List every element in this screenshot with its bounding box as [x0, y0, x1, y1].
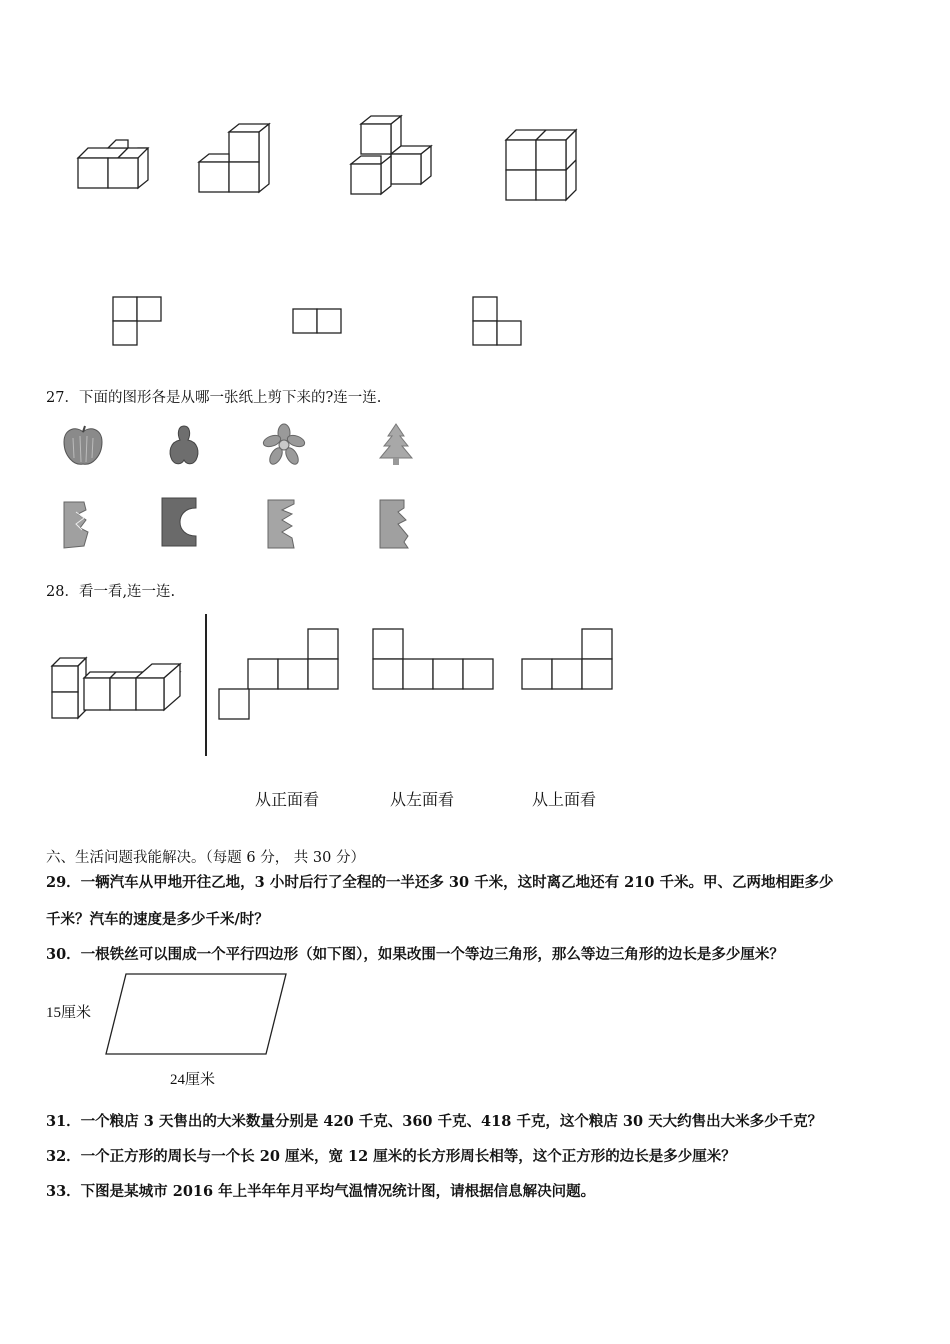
- label-left-view: 从左面看: [390, 790, 455, 809]
- view-shape-1: [112, 296, 164, 348]
- question-33: 33．下图是某城市 2016 年上半年年月平均气温情况统计图，请根据信息解决问题。: [46, 1183, 596, 1200]
- cube-figure-2: [197, 122, 277, 196]
- question-30: 30．一根铁丝可以围成一个平行四边形（如下图），如果改围一个等边三角形，那么等边三角形的边长是多少厘米？: [46, 946, 784, 963]
- question-27: 27．下面的图形各是从哪一张纸上剪下来的?连一连.: [46, 390, 382, 406]
- parallelogram-base-label: 24厘米: [170, 1072, 216, 1088]
- view-option-l-shape: [372, 628, 496, 692]
- parallelogram-figure: [104, 972, 290, 1058]
- paper-with-zigzag-hole: [266, 498, 300, 550]
- view-shape-2: [292, 308, 344, 336]
- section-6-heading: 六、生活问题我能解决。（每题 6 分， 共 30 分）: [46, 850, 365, 866]
- question-29-line-1: 29．一辆汽车从甲地开往乙地，3 小时后行了全程的一半还多 30 千米，这时离乙地还有 210 千米。甲、乙两地相距多少: [46, 874, 834, 891]
- paper-with-star-hole: [62, 500, 96, 550]
- cube-row-figure: [50, 656, 186, 722]
- question-32: 32．一个正方形的周长与一个长 20 厘米，宽 12 厘米的长方形周长相等，这个正方形的边长是多少厘米？: [46, 1148, 736, 1165]
- gourd-cutout: [164, 424, 204, 468]
- cube-figure-1: [76, 138, 156, 194]
- label-front-view: 从正面看: [255, 790, 320, 809]
- question-29-line-2: 千米？汽车的速度是多少千米/时？: [46, 911, 269, 928]
- view-option-stairs: [218, 628, 342, 722]
- question-28: 28．看一看,连一连.: [46, 584, 176, 600]
- paper-with-round-hole: [160, 496, 200, 548]
- apple-cutout: [60, 424, 106, 468]
- label-top-view: 从上面看: [532, 790, 597, 809]
- view-option-right-tall: [521, 628, 615, 692]
- flower-cutout: [262, 424, 306, 466]
- question-31: 31．一个粮店 3 天售出的大米数量分别是 420 千克、360 千克、418 千克，这个粮店 30 天大约售出大米多少千克？: [46, 1113, 823, 1130]
- paper-with-tree-hole: [378, 498, 412, 550]
- parallelogram-side-label: 15厘米: [46, 1005, 92, 1021]
- tree-cutout: [374, 422, 418, 468]
- vertical-divider: [205, 614, 207, 756]
- cube-figure-4: [504, 128, 580, 204]
- cube-figure-3: [349, 114, 439, 200]
- view-shape-3: [472, 296, 524, 348]
